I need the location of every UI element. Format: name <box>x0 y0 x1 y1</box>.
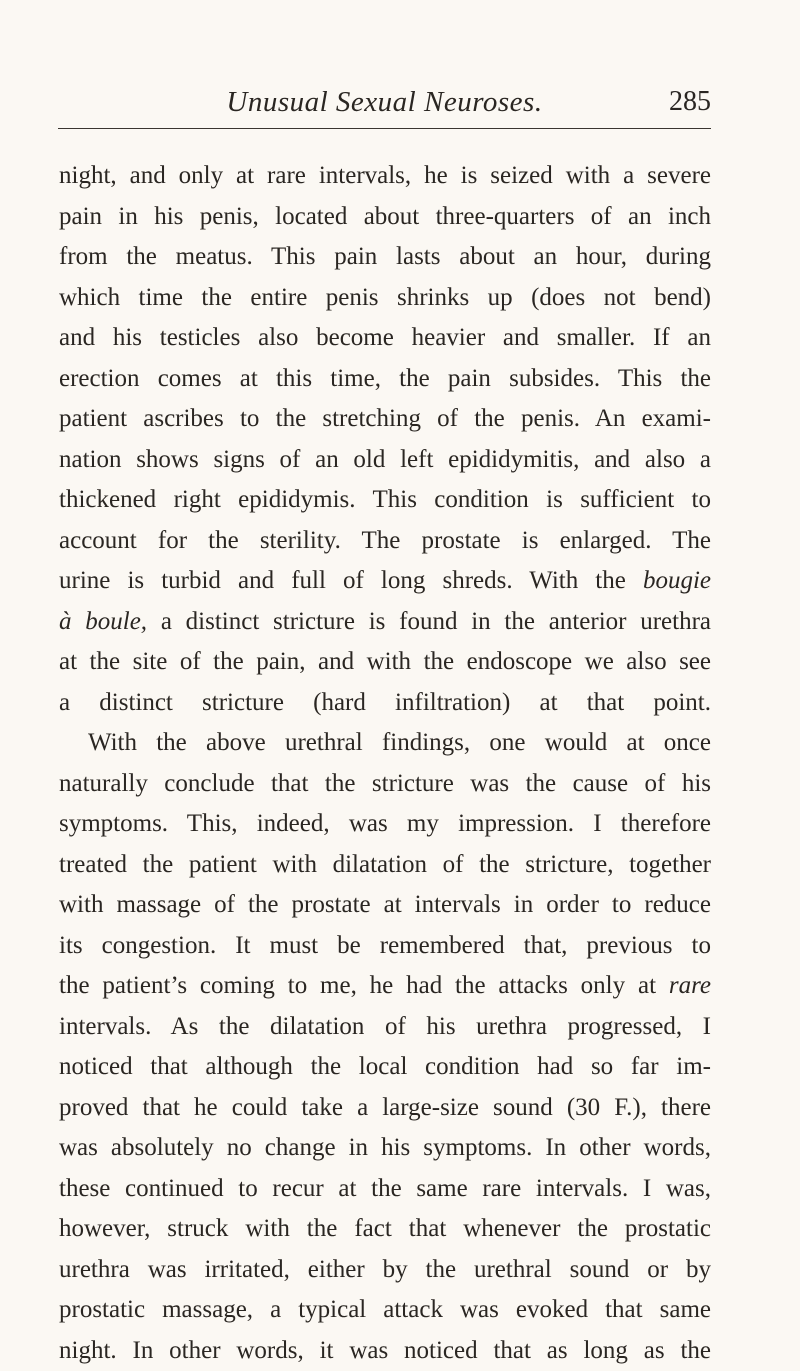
italic-text: rare <box>669 972 711 999</box>
page-number: 285 <box>669 82 711 122</box>
text-line <box>59 804 711 845</box>
italic-text: bougie <box>643 567 711 594</box>
text-line <box>59 278 711 319</box>
text-line <box>59 723 711 764</box>
text-line <box>59 1128 711 1169</box>
text-line <box>59 683 711 724</box>
text-line <box>59 1290 711 1331</box>
text-line <box>59 1088 711 1129</box>
text-line <box>59 966 711 1007</box>
line-text: the patient’s coming to me, he had the attacks only at <box>59 972 669 999</box>
line-text: With the above urethral findings, one would at once <box>88 729 711 756</box>
line-text: pain in his penis, located about three-quarters of an inch <box>59 203 711 230</box>
line-text: these continued to recur at the same rare intervals. I was, <box>59 1175 711 1202</box>
line-text: prostatic massage, a typical attack was evoked that same <box>59 1296 711 1323</box>
line-text: however, struck with the fact that whenever the prostatic <box>59 1215 711 1242</box>
line-text: symptoms. This, indeed, was my impression. I therefore <box>59 810 711 837</box>
text-line <box>59 1331 711 1371</box>
text-line <box>59 1047 711 1088</box>
line-text: a distinct stricture (hard infiltration) at that point. <box>59 689 711 716</box>
line-text: which time the entire penis shrinks up (does not bend) <box>59 284 711 311</box>
text-line <box>59 521 711 562</box>
page-header <box>58 82 711 126</box>
text-line <box>59 156 711 197</box>
line-text: urine is turbid and full of long shreds. With the <box>59 567 643 594</box>
line-text: was absolutely no change in his symptoms. In other words, <box>59 1134 711 1161</box>
text-line <box>59 359 711 400</box>
line-text: nation shows signs of an old left epididymitis, and also a <box>59 446 711 473</box>
line-text: at the site of the pain, and with the endoscope we also see <box>59 648 711 675</box>
line-text: proved that he could take a large-size sound (30 F.), there <box>59 1094 711 1121</box>
text-line <box>59 480 711 521</box>
line-text: noticed that although the local condition had so far im- <box>59 1053 711 1080</box>
line-text: erection comes at this time, the pain subsides. This the <box>59 365 711 392</box>
text-line <box>59 1250 711 1291</box>
text-line <box>59 885 711 926</box>
italic-text: à boule, <box>59 608 147 635</box>
text-line <box>59 1169 711 1210</box>
body-text <box>59 156 711 1371</box>
line-text: account for the sterility. The prostate is enlarged. The <box>59 527 711 554</box>
text-line <box>59 764 711 805</box>
line-text: its congestion. It must be remembered that, previous to <box>59 932 711 959</box>
line-text: patient ascribes to the stretching of the penis. An exami- <box>59 405 711 432</box>
text-line <box>59 1209 711 1250</box>
line-text: a distinct stricture is found in the anterior urethra <box>147 608 711 635</box>
text-line <box>59 561 711 602</box>
text-line <box>59 318 711 359</box>
text-line <box>59 237 711 278</box>
line-text: night. In other words, it was noticed that as long as the <box>59 1337 711 1364</box>
text-line <box>59 399 711 440</box>
text-line <box>59 642 711 683</box>
line-text: urethra was irritated, either by the urethral sound or by <box>59 1256 711 1283</box>
text-line <box>59 440 711 481</box>
line-text: intervals. As the dilatation of his urethra progressed, I <box>59 1013 711 1040</box>
text-line <box>59 197 711 238</box>
text-line <box>59 845 711 886</box>
text-line <box>59 926 711 967</box>
line-text: with massage of the prostate at intervals in order to reduce <box>59 891 711 918</box>
running-title: Unusual Sexual Neuroses. <box>58 82 711 122</box>
line-text: from the meatus. This pain lasts about an hour, during <box>59 243 711 270</box>
header-rule <box>58 128 711 129</box>
line-text: treated the patient with dilatation of the stricture, together <box>59 851 711 878</box>
line-text: thickened right epididymis. This condition is sufficient to <box>59 486 711 513</box>
line-text: night, and only at rare intervals, he is seized with a severe <box>59 162 711 189</box>
text-line <box>59 1007 711 1048</box>
line-text: and his testicles also become heavier and smaller. If an <box>59 324 711 351</box>
line-text: naturally conclude that the stricture was the cause of his <box>59 770 711 797</box>
text-line <box>59 602 711 643</box>
